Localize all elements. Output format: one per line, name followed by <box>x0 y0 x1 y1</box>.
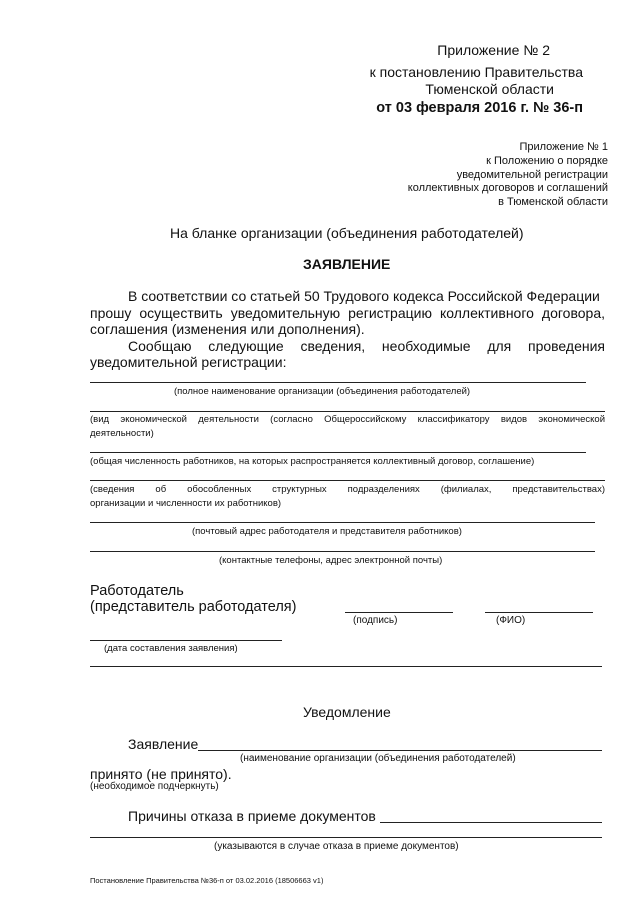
branches-caption-line1: (сведения об обособленных структурных подразделениях (филиалах, представительствах) <box>90 484 605 495</box>
refusal-reasons-field[interactable] <box>380 822 602 823</box>
accepted-status: принято (не принято). <box>90 766 232 782</box>
appendix-2-resolution: к постановлению Правительства <box>369 64 583 80</box>
signature-caption: (подпись) <box>353 615 398 626</box>
para2-line2: уведомительной регистрации: <box>90 354 287 370</box>
date-field[interactable] <box>90 640 282 641</box>
appendix-1-label: Приложение № 1 <box>519 141 608 153</box>
refusal-reasons-label: Причины отказа в приеме документов <box>128 808 376 824</box>
letterhead-note: На бланке организации (объединения работодателей) <box>170 225 524 241</box>
signature-field[interactable] <box>345 612 453 613</box>
appendix-2-label: Приложение № 2 <box>437 42 550 58</box>
fio-field[interactable] <box>485 612 593 613</box>
para1-line2: прошу осуществить уведомительную регистрацию коллективного договора, <box>90 305 605 321</box>
appendix-1-line3: уведомительной регистрации <box>456 169 608 181</box>
org-name-caption: (полное наименование организации (объединения работодателей) <box>174 386 471 397</box>
branches-caption-line2: организации и численности их работников) <box>90 498 282 509</box>
activity-caption-line2: деятельности) <box>90 428 154 439</box>
fio-caption: (ФИО) <box>496 615 526 626</box>
document-title: ЗАЯВЛЕНИЕ <box>303 256 391 272</box>
postal-address-field[interactable] <box>90 522 595 523</box>
headcount-field[interactable] <box>90 452 586 453</box>
section-divider <box>90 666 602 667</box>
contacts-field[interactable] <box>90 551 595 552</box>
appendix-1-line4: коллективных договоров и соглашений <box>407 182 608 194</box>
org-name-field[interactable] <box>90 382 586 383</box>
activity-field[interactable] <box>90 411 605 412</box>
notice-title: Уведомление <box>303 704 391 720</box>
refusal-reasons-caption: (указываются в случае отказа в приеме документов) <box>214 841 459 852</box>
application-org-caption: (наименование организации (объединения работодателей) <box>240 753 516 764</box>
date-caption: (дата составления заявления) <box>104 643 238 654</box>
underline-instruction: (необходимое подчеркнуть) <box>90 781 219 792</box>
application-label: Заявление <box>128 736 199 752</box>
appendix-2-region: Тюменской области <box>425 81 554 97</box>
para2-line1: Сообщаю следующие сведения, необходимые для проведения <box>128 338 605 354</box>
employer-label: Работодатель <box>90 583 184 599</box>
para1-line1: В соответствии со статьей 50 Трудового кодекса Российской Федерации <box>128 288 600 304</box>
employer-representative-label: (представитель работодателя) <box>90 599 297 615</box>
footer-note: Постановление Правительства №36-п от 03.02.2016 (18506663 v1) <box>90 876 324 885</box>
refusal-reasons-field-2[interactable] <box>90 837 602 838</box>
contacts-caption: (контактные телефоны, адрес электронной почты) <box>219 555 443 566</box>
appendix-1-line5: в Тюменской области <box>498 196 608 208</box>
branches-field[interactable] <box>90 480 605 481</box>
postal-address-caption: (почтовый адрес работодателя и представителя работников) <box>192 526 462 537</box>
appendix-2-date: от 03 февраля 2016 г. № 36-п <box>376 100 583 116</box>
appendix-1-line2: к Положению о порядке <box>486 155 608 167</box>
headcount-caption: (общая численность работников, на которых распространяется коллективный договор, соглашение) <box>90 456 535 467</box>
para1-line3: соглашения (изменения или дополнения). <box>90 321 365 337</box>
activity-caption-line1: (вид экономической деятельности (согласно Общероссийскому классификатору видов экономической <box>90 414 605 425</box>
application-org-field[interactable] <box>198 750 602 751</box>
